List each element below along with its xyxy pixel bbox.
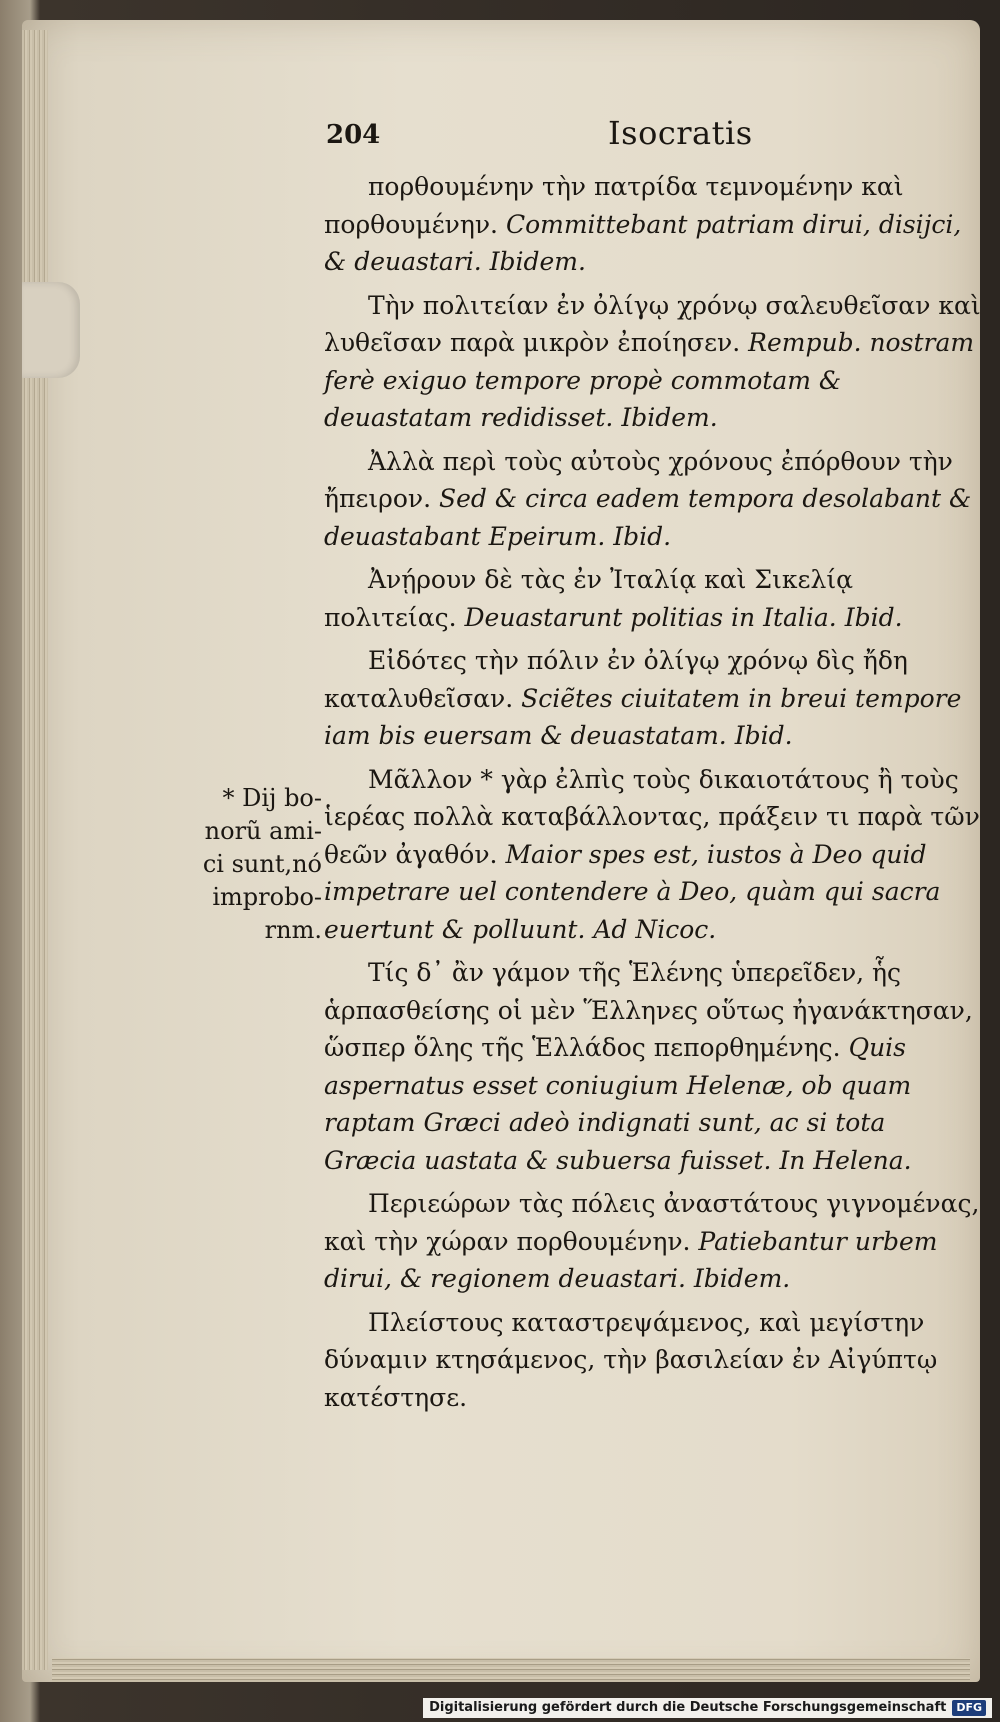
page-edge <box>22 30 48 1670</box>
margin-note-line: norũ ami- <box>204 817 322 845</box>
greek-text: Τίς δ᾽ ἂν γάμον τῆς Ἑλένης ὑπερεῖδεν, ἧς ἁρπασθείσης οἱ μὲν Ἕλληνες οὕτως ἠγανάκτησαν, ὥσπερ ὅλης τῆς Ἑλλάδος πεπορθημένης. <box>324 958 973 1062</box>
latin-text: Maior spes est, iustos à Deo quid impetrare uel contendere à Deo, quàm qui sacra euertunt & polluunt. Ad Nicoc. <box>324 839 941 944</box>
greek-text: Τὴν πολιτείαν ἐν ὀλίγῳ χρόνῳ σαλευθεῖσαν καὶ λυθεῖσαν παρὰ μικρὸν ἐποίησεν. <box>324 290 981 357</box>
entry-2 <box>324 287 984 437</box>
latin-text: Sed & circa eadem tempora desolabant & deuastabant Epeirum. Ibid. <box>324 484 972 551</box>
entry-6 <box>324 761 984 949</box>
entry-5 <box>324 642 984 755</box>
latin-text: Quis aspernatus esset coniugium Helenæ, ob quam raptam Græci adeò indignati sunt, ac si tota Græcia uastata & subuersa fuisset. In Helena. <box>324 1033 912 1175</box>
page-header <box>22 114 980 160</box>
digitization-footer <box>423 1698 992 1718</box>
margin-note-line: rnm. <box>264 916 322 944</box>
greek-text: Πλείστους καταστρεψάμενος, καὶ μεγίστην δύναμιν κτησάμενος, τὴν βασιλείαν ἐν Αἰγύπτῳ κατέστησε. <box>324 1307 938 1412</box>
dfg-logo: DFG <box>952 1700 986 1716</box>
entry-3 <box>324 443 984 556</box>
greek-text: Περιεώρων τὰς πόλεις ἀναστάτους γιγνομένας, καὶ τὴν χώραν πορθουμένην. <box>324 1189 980 1256</box>
latin-text: Patiebantur urbem dirui, & regionem deuastari. Ibidem. <box>324 1226 938 1293</box>
book-page <box>22 20 980 1682</box>
entry-9 <box>324 1304 984 1417</box>
margin-note-line: * Dij bo- <box>222 784 322 812</box>
footer-text: Digitalisierung gefördert durch die Deutsche Forschungsgemeinschaft <box>429 1700 947 1715</box>
greek-text: πορθουμένην τὴν πατρίδα τεμνομένην καὶ πορθουμένην. <box>324 172 904 239</box>
margin-note <box>182 782 322 947</box>
greek-text: Εἰδότες τὴν πόλιν ἐν ὀλίγῳ χρόνῳ δὶς ἤδη καταλυθεῖσαν. <box>324 646 908 713</box>
greek-text: Μᾶλλον * γὰρ ἐλπὶς τοὺς δικαιοτάτους ἢ τοὺς ἱερέας πολλὰ καταβάλλοντας, πράξειν τι παρὰ τῶν θεῶν ἀγαθόν. <box>324 764 980 869</box>
main-text <box>324 168 984 1422</box>
entry-4 <box>324 561 984 636</box>
bookmark-tab <box>22 282 80 378</box>
latin-text: Rempub. nostram ferè exiguo tempore propè commotam & deuastatam redidisset. Ibidem. <box>324 328 975 432</box>
latin-text: Sciẽtes ciuitatem in breui tempore iam bis euersam & deuastatam. Ibid. <box>324 683 962 750</box>
margin-note-line: improbo- <box>212 883 322 911</box>
entry-8 <box>324 1185 984 1298</box>
latin-text: Deuastarunt politias in Italia. Ibid. <box>456 602 903 632</box>
latin-text: Committebant patriam dirui, disijci, & deuastari. Ibidem. <box>324 209 962 276</box>
greek-text: Ἀνῄρουν δὲ τὰς ἐν Ἰταλίᾳ καὶ Σικελίᾳ πολιτείας. <box>324 565 854 632</box>
margin-note-line: ci sunt,nó <box>202 850 322 878</box>
bottom-page-edge <box>52 1658 970 1682</box>
entry-1 <box>324 168 984 281</box>
greek-text: Ἀλλὰ περὶ τοὺς αὐτοὺς χρόνους ἐπόρθουν τὴν ἤπειρον. <box>324 446 953 513</box>
running-head: Isocratis <box>608 114 753 152</box>
entry-7 <box>324 954 984 1179</box>
page-number: 204 <box>326 120 381 150</box>
